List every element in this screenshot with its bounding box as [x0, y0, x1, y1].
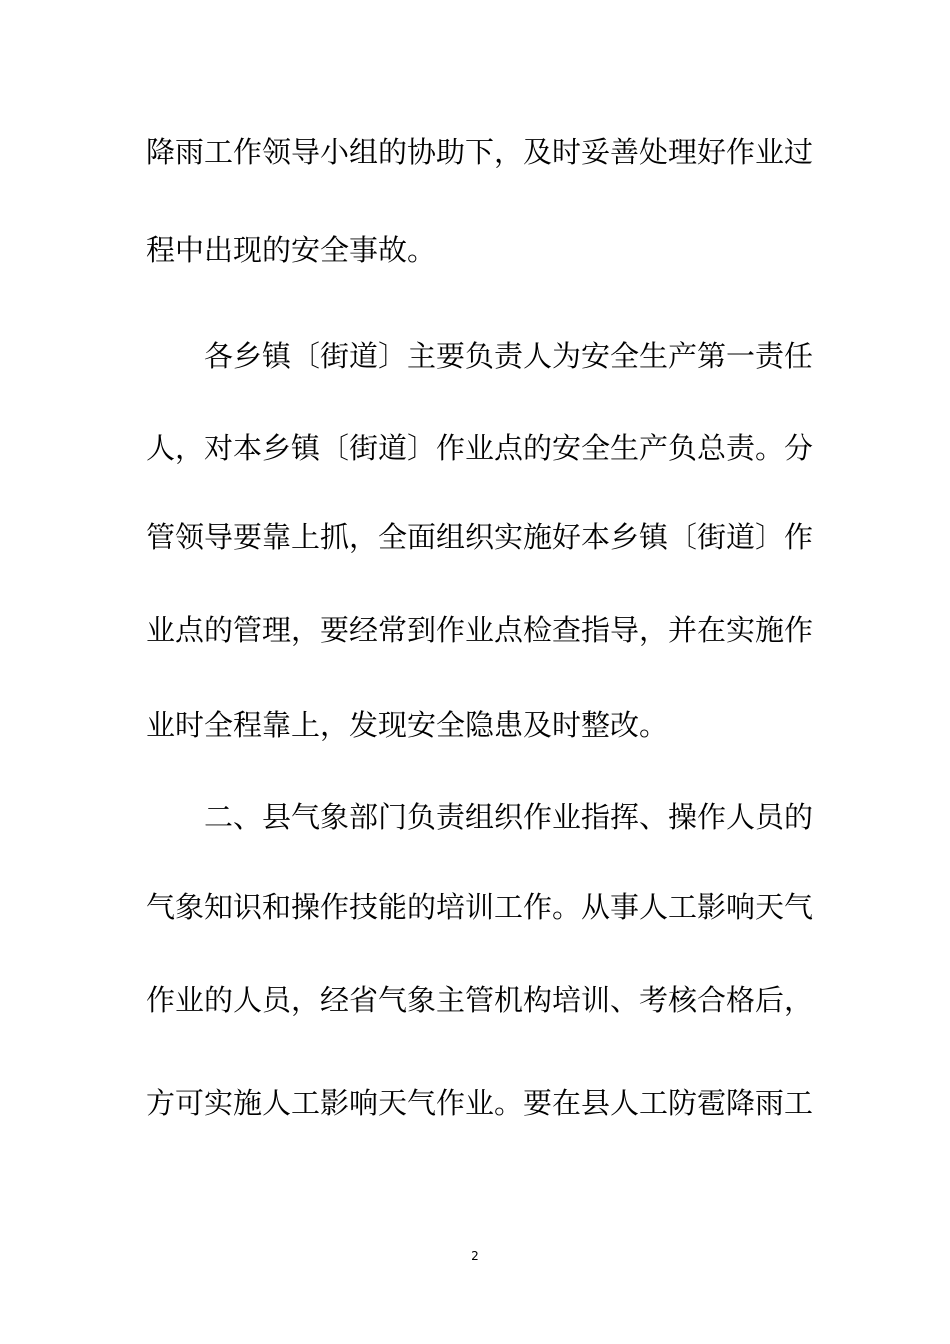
paragraph-line: 业点的管理，要经常到作业点检查指导，并在实施作 — [146, 613, 814, 647]
paragraph-line: 方可实施人工影响天气作业。要在县人工防雹降雨工 — [146, 1086, 814, 1120]
paragraph-line: 人，对本乡镇〔街道〕作业点的安全生产负总责。分 — [146, 431, 814, 465]
paragraph-line: 二、县气象部门负责组织作业指挥、操作人员的 — [204, 800, 814, 834]
paragraph-line: 程中出现的安全事故。 — [146, 233, 437, 267]
paragraph-line: 各乡镇〔街道〕主要负责人为安全生产第一责任 — [204, 339, 814, 373]
paragraph-line: 降雨工作领导小组的协助下，及时妥善处理好作业过 — [146, 135, 814, 169]
paragraph-line: 业时全程靠上，发现安全隐患及时整改。 — [146, 708, 669, 742]
page-number: 2 — [471, 1249, 479, 1263]
paragraph-line: 作业的人员，经省气象主管机构培训、考核合格后， — [146, 983, 814, 1017]
paragraph-line: 气象知识和操作技能的培训工作。从事人工影响天气 — [146, 890, 814, 924]
paragraph-line: 管领导要靠上抓，全面组织实施好本乡镇〔街道〕作 — [146, 520, 814, 554]
